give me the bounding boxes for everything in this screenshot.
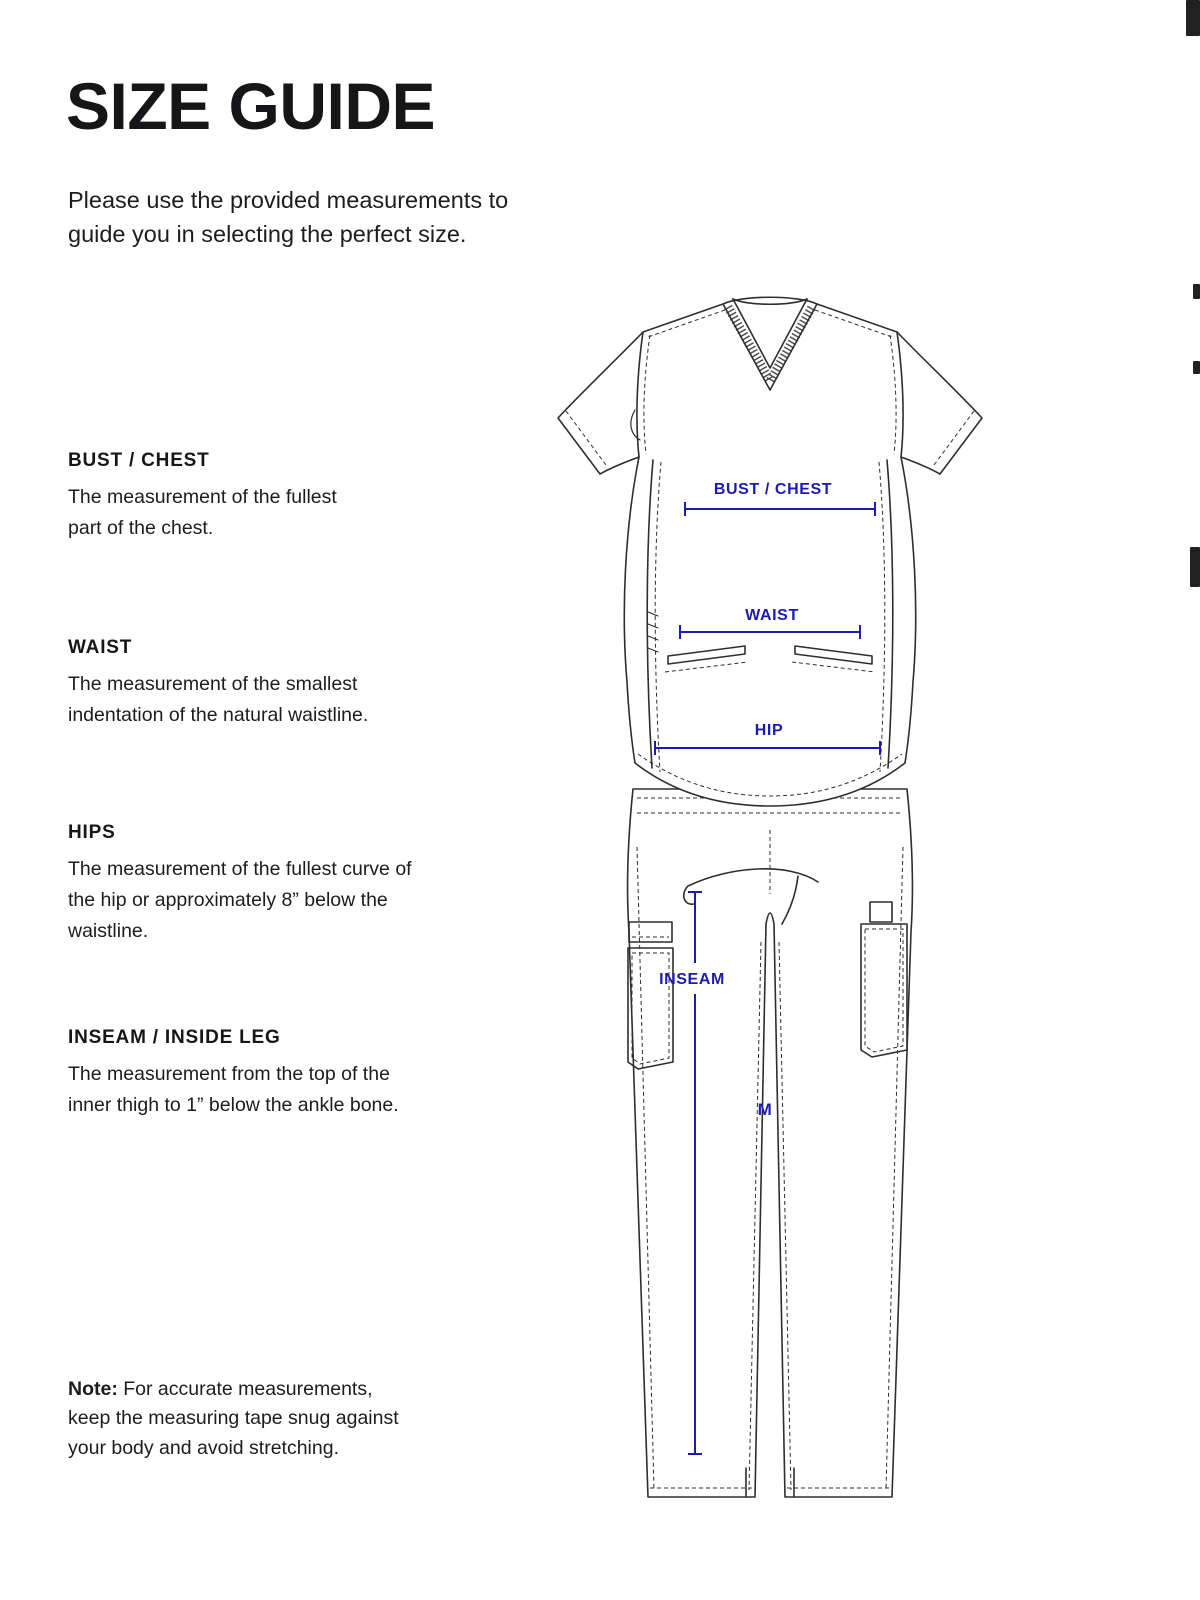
size-marker-label: M — [757, 1100, 773, 1119]
note-label: Note: — [68, 1378, 118, 1400]
definition-inseam — [68, 1027, 418, 1121]
inseam-measure-label: INSEAM — [659, 971, 725, 988]
definition-heading: INSEAM / INSIDE LEG — [68, 1027, 281, 1048]
edge-artifact — [1193, 284, 1200, 299]
hip-measure-label: HIP — [754, 722, 784, 739]
definition-body: The measurement from the top of the inner thigh to 1” below the ankle bone. — [68, 1063, 399, 1116]
waist-measure-label: WAIST — [745, 607, 799, 624]
edge-artifact — [1190, 547, 1200, 587]
definition-body: The measurement of the smallest indentation of the natural waistline. — [68, 673, 369, 726]
definition-heading: HIPS — [68, 822, 116, 843]
definition-waist — [68, 637, 373, 731]
definition-hips — [68, 822, 443, 946]
note-text — [68, 1375, 408, 1463]
garment-measurement-diagram — [540, 282, 1010, 1532]
definition-body: The measurement of the fullest curve of the hip or approximately 8” below the waistline. — [68, 858, 412, 942]
definition-bust-chest — [68, 450, 353, 544]
edge-artifact — [1186, 0, 1200, 36]
scrub-pants-drawing — [628, 789, 913, 1497]
edge-artifact — [1193, 361, 1200, 374]
bust-measure-label: BUST / CHEST — [713, 481, 833, 498]
note-body: For accurate measurements, keep the measuring tape snug against your body and avoid stretching. — [68, 1378, 399, 1459]
pants-outline — [628, 789, 913, 1497]
definition-heading: BUST / CHEST — [68, 450, 210, 471]
definition-body: The measurement of the fullest part of the chest. — [68, 486, 337, 539]
definition-heading: WAIST — [68, 637, 133, 658]
intro-text: Please use the provided measurements to guide you in selecting the perfect size. — [68, 187, 509, 248]
page-title: SIZE GUIDE — [66, 69, 436, 143]
